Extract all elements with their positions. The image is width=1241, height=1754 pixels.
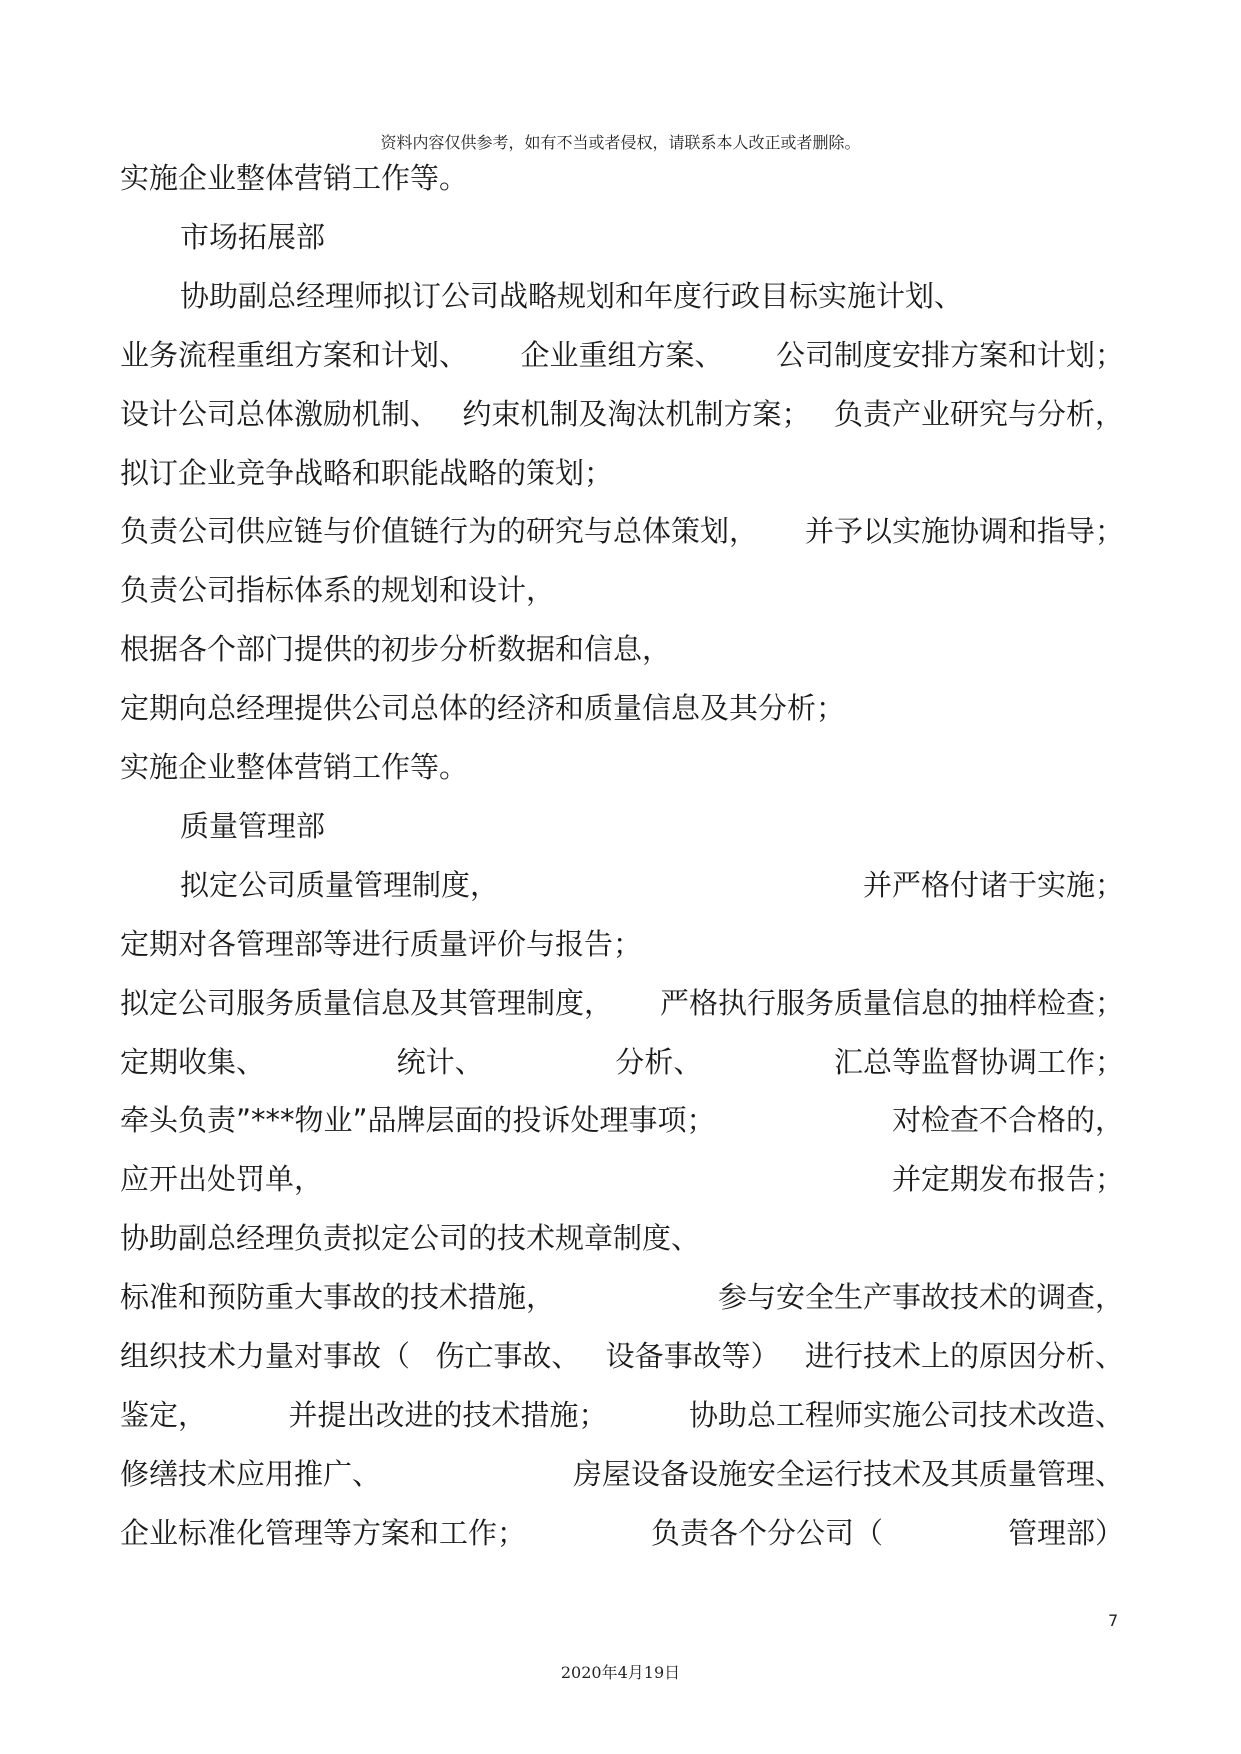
- text-line: [120, 1334, 1124, 1378]
- text-segment: 分析、: [615, 1044, 703, 1079]
- text-segment: 拟定公司质量管理制度，: [180, 867, 500, 902]
- text-segment: 并定期发布报告；: [891, 1162, 1124, 1197]
- text-segment: 牵头负责”***物业”品牌层面的投诉处理事项；: [120, 1103, 716, 1138]
- text-segment: 进行技术上的原因分析、: [804, 1339, 1124, 1373]
- text-segment: 汇总等监督协调工作；: [833, 1044, 1124, 1079]
- text-line: [120, 1216, 1124, 1260]
- text-segment: 市场拓展部: [180, 219, 326, 254]
- text-segment: 实施企业整体营销工作等。: [120, 750, 469, 784]
- page-footer-date: 2020年4月19日: [560, 1663, 681, 1682]
- text-segment: 协助副总经理负责拟定公司的技术规章制度、: [120, 1221, 701, 1256]
- text-line: [120, 1452, 1124, 1496]
- text-segment: 组织技术力量对事故（: [120, 1339, 411, 1373]
- text-line: [120, 922, 1124, 966]
- text-segment: 负责公司指标体系的规划和设计，: [120, 573, 556, 608]
- text-line: [180, 274, 1124, 318]
- text-line: [120, 1393, 1124, 1437]
- text-segment: 伤亡事故、: [435, 1339, 581, 1373]
- text-segment: 约束机制及淘汰机制方案；: [462, 396, 811, 431]
- text-segment: 拟定公司服务质量信息及其管理制度，: [120, 985, 614, 1020]
- text-segment: 定期向总经理提供公司总体的经济和质量信息及其分析；: [120, 691, 846, 726]
- text-segment: 设备事故等）: [605, 1339, 780, 1373]
- text-segment: 质量管理部: [180, 808, 326, 843]
- text-line: [120, 392, 1124, 436]
- page-number: 7: [1108, 1611, 1119, 1630]
- text-segment: 协助总工程师实施公司技术改造、: [688, 1397, 1124, 1432]
- text-line: [120, 1275, 1124, 1319]
- text-segment: 根据各个部门提供的初步分析数据和信息，: [120, 632, 672, 667]
- text-segment: 协助副总经理师拟订公司战略规划和年度行政目标实施计划、: [180, 278, 964, 313]
- text-line: [120, 451, 1124, 495]
- text-segment: 企业标准化管理等方案和工作；: [120, 1515, 527, 1550]
- page-header-disclaimer: 资料内容仅供参考，如有不当或者侵权，请联系本人改正或者删除。: [380, 133, 861, 152]
- text-segment: 参与安全生产事故技术的调查，: [717, 1280, 1124, 1315]
- text-segment: 并提出改进的技术措施；: [288, 1397, 608, 1432]
- text-segment: 标准和预防重大事故的技术措施，: [120, 1280, 556, 1315]
- text-segment: 负责产业研究与分析，: [833, 396, 1124, 431]
- text-segment: 鉴定，: [120, 1397, 208, 1432]
- text-line: [180, 804, 1124, 848]
- text-segment: 拟订企业竞争战略和职能战略的策划；: [120, 455, 614, 490]
- text-line: [120, 568, 1124, 612]
- text-line: [120, 1040, 1124, 1084]
- text-segment: 管理部）: [1007, 1515, 1124, 1550]
- text-segment: 房屋设备设施安全运行技术及其质量管理、: [572, 1456, 1124, 1491]
- text-line: [120, 156, 1124, 200]
- text-segment: 负责各个分公司（: [650, 1515, 883, 1550]
- text-segment: 修缮技术应用推广、: [120, 1456, 382, 1491]
- text-segment: 负责公司供应链与价值链行为的研究与总体策划，: [120, 514, 759, 549]
- text-segment: 统计、: [396, 1044, 484, 1079]
- text-segment: 企业重组方案、: [520, 337, 724, 372]
- text-line: [180, 215, 1124, 259]
- text-segment: 并予以实施协调和指导；: [804, 514, 1124, 549]
- text-line: [180, 863, 1124, 907]
- text-line: [120, 745, 1124, 789]
- text-segment: 严格执行服务质量信息的抽样检查；: [659, 985, 1124, 1020]
- text-line: [120, 686, 1124, 730]
- text-segment: 设计公司总体激励机制、: [120, 396, 440, 431]
- text-line: [120, 509, 1124, 553]
- text-segment: 业务流程重组方案和计划、: [120, 337, 469, 372]
- text-segment: 定期对各管理部等进行质量评价与报告；: [120, 926, 643, 961]
- text-segment: 定期收集、: [120, 1044, 266, 1079]
- text-segment: 实施企业整体营销工作等。: [120, 161, 469, 195]
- text-line: [120, 1511, 1124, 1555]
- text-segment: 并严格付诸于实施；: [862, 867, 1124, 902]
- text-segment: 对检查不合格的，: [891, 1103, 1124, 1138]
- text-line: [120, 1098, 1124, 1142]
- text-segment: 应开出处罚单，: [120, 1162, 324, 1197]
- text-line: [120, 981, 1124, 1025]
- text-line: [120, 1157, 1124, 1201]
- text-segment: 公司制度安排方案和计划；: [775, 337, 1124, 372]
- text-line: [120, 627, 1124, 671]
- text-line: [120, 333, 1124, 377]
